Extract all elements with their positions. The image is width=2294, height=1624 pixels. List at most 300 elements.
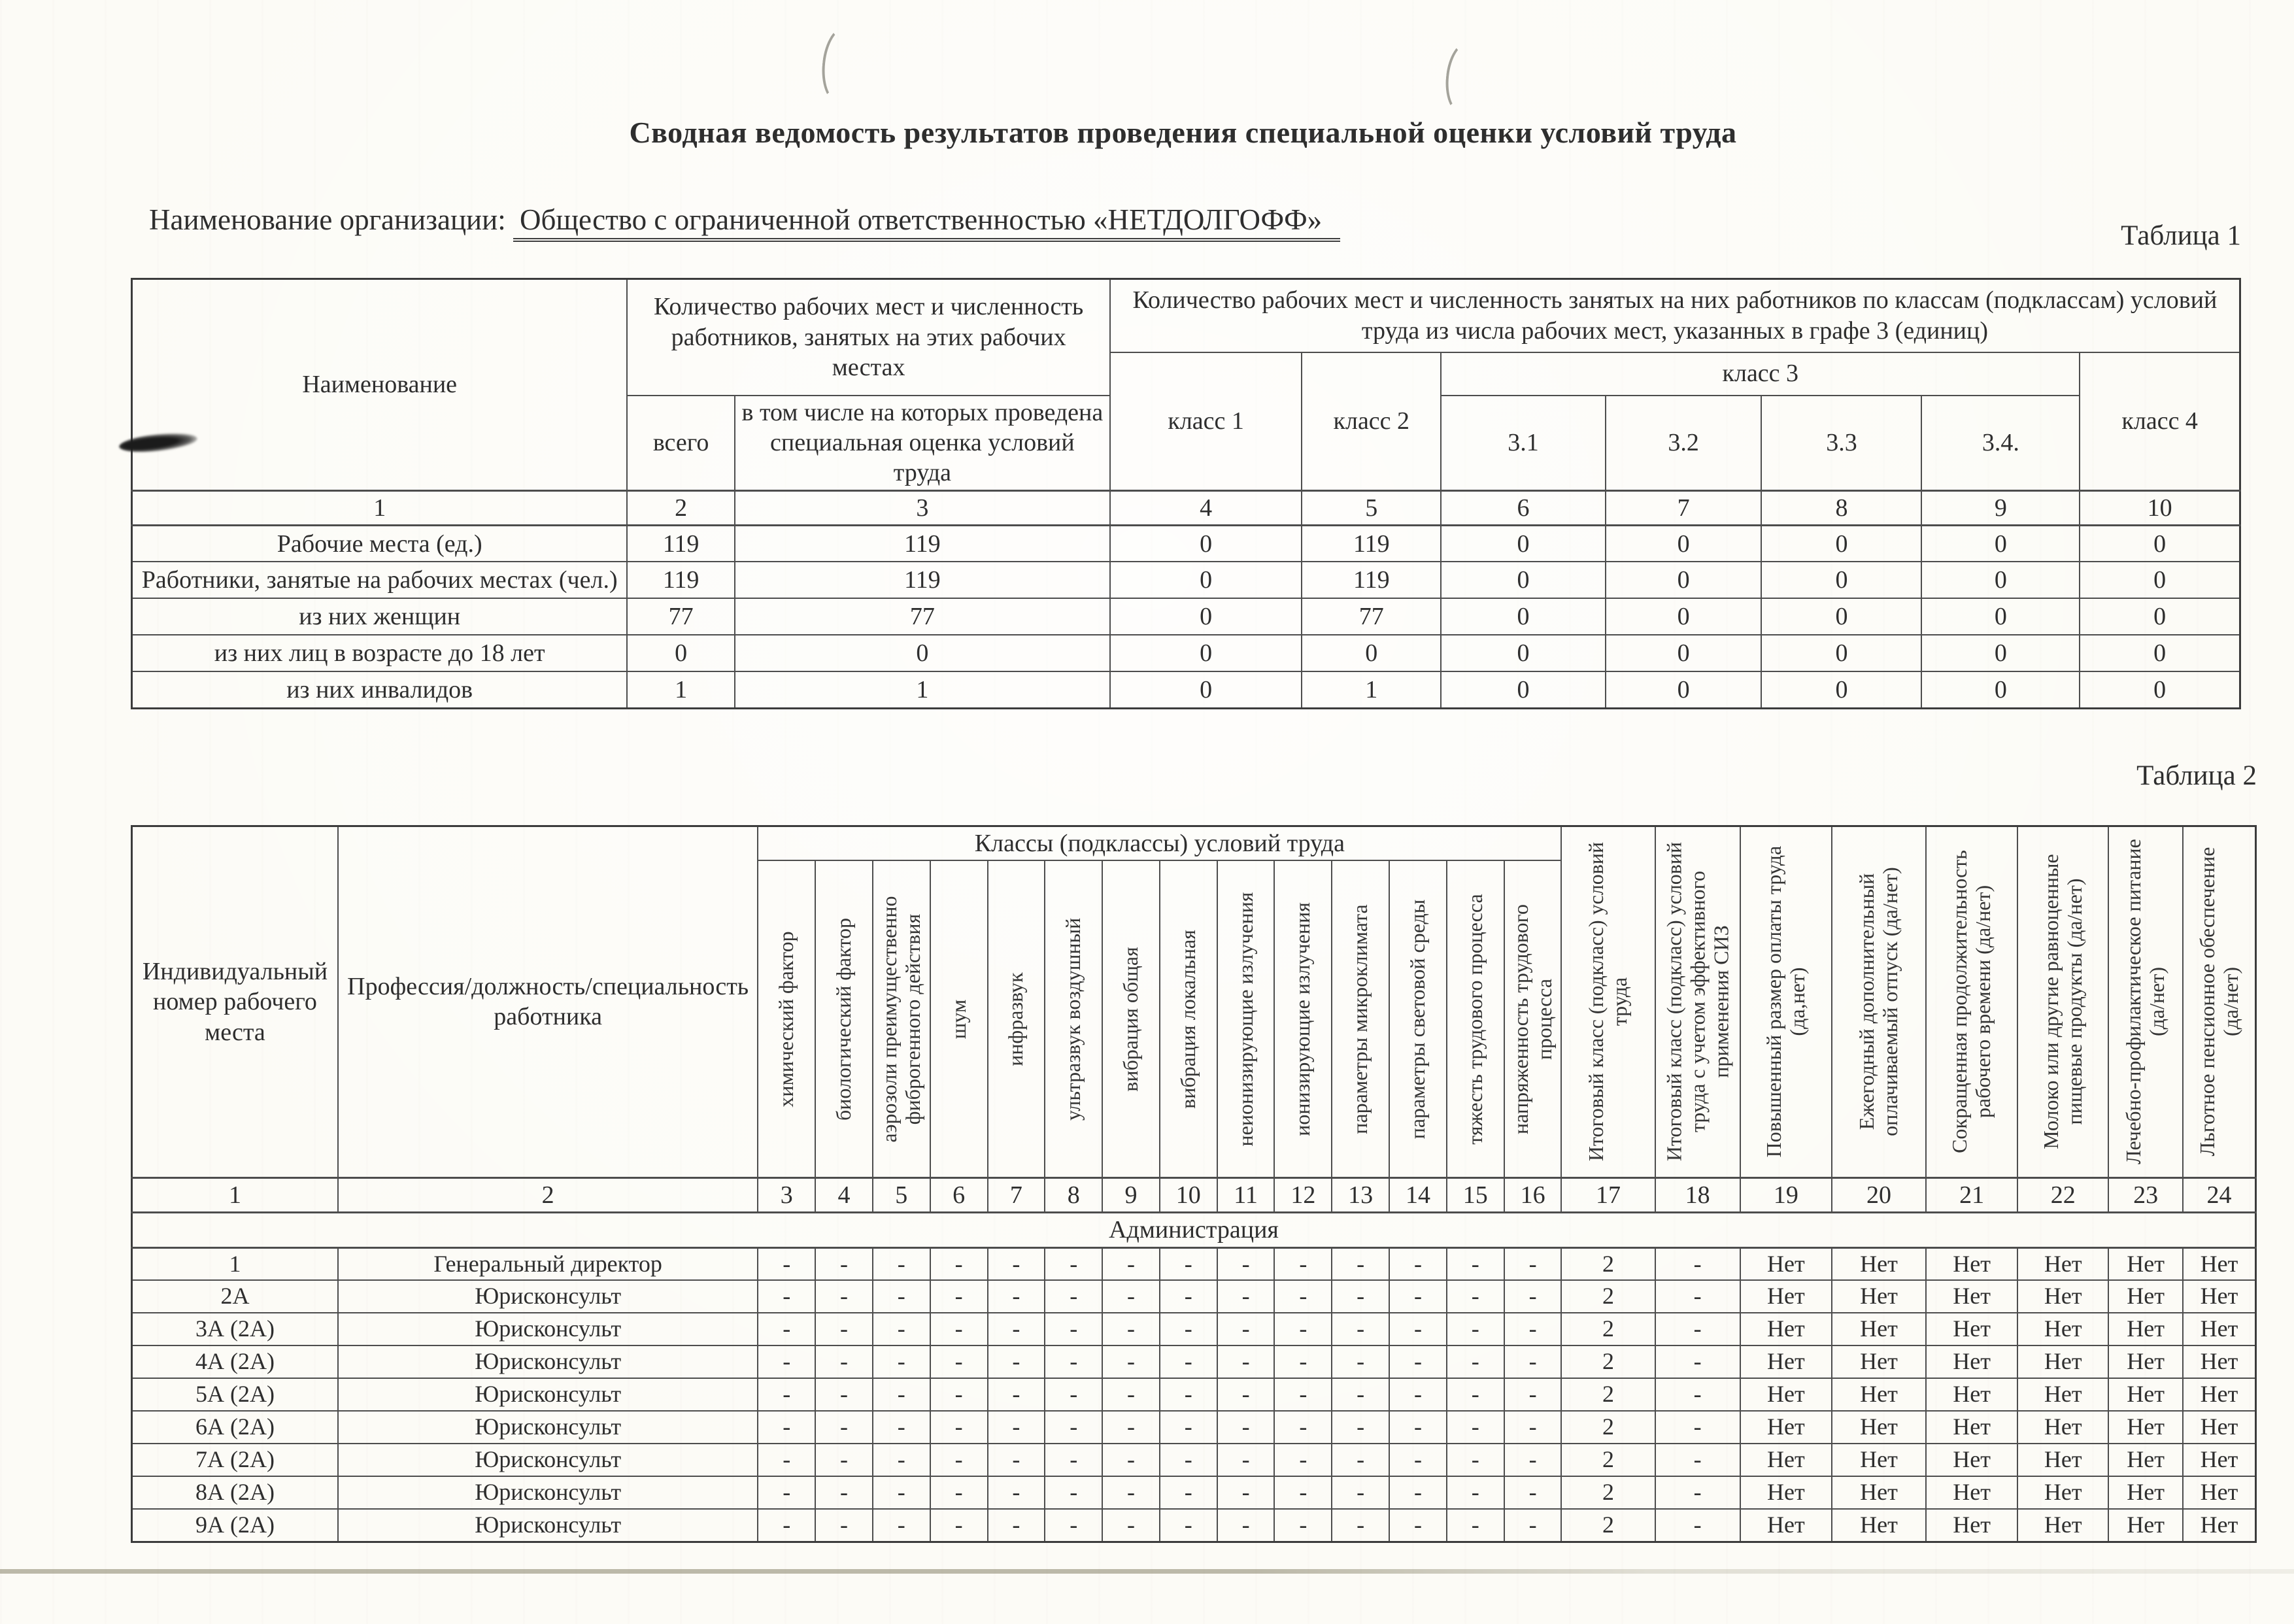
value-cell: -: [1332, 1345, 1389, 1378]
table-row: [132, 562, 2240, 598]
value-cell: -: [1217, 1280, 1275, 1313]
value-cell: -: [1447, 1247, 1504, 1280]
value-cell: -: [1102, 1378, 1160, 1411]
col-header-ionizing-radiation-label: ионизирующие излучения: [1290, 902, 1315, 1136]
col-header-ionizing-radiation: [1274, 860, 1332, 1177]
column-number: 14: [1389, 1177, 1447, 1212]
value-cell: 0: [1441, 635, 1606, 671]
value-cell: -: [1504, 1411, 1562, 1444]
col-header-labor-severity-label: тяжесть трудового процесса: [1462, 893, 1487, 1145]
profession-cell: Юрисконсульт: [338, 1476, 758, 1509]
col-header-aerosols-label: аэрозоли преимущественно фиброгенного действия: [877, 896, 924, 1143]
col-header-preventive-nutrition-label: Лечебно-профилактическое питание (да/нет): [2121, 839, 2169, 1165]
scan-artifact-bottom-line: [0, 1569, 2294, 1574]
profession-cell: Юрисконсульт: [338, 1280, 758, 1313]
value-cell: -: [1655, 1476, 1740, 1509]
workplace-number-cell: 9А (2А): [132, 1509, 338, 1542]
value-cell: Нет: [2183, 1476, 2255, 1509]
value-cell: 2: [1561, 1247, 1655, 1280]
column-number: 8: [1045, 1177, 1102, 1212]
value-cell: 1: [1302, 671, 1441, 708]
value-cell: Нет: [1926, 1476, 2017, 1509]
value-cell: 0: [1921, 525, 2080, 562]
value-cell: Нет: [2108, 1411, 2183, 1444]
value-cell: Нет: [1832, 1313, 1926, 1345]
table-row: [132, 1280, 2256, 1313]
value-cell: 2: [1561, 1444, 1655, 1476]
value-cell: -: [873, 1476, 930, 1509]
value-cell: 0: [1110, 525, 1302, 562]
col-header-group-classes: Количество рабочих мест и численность занятых на них работников по классам (подклассам) условий труда из числа рабочих мест, указанных в графе 3 (единиц): [1110, 279, 2240, 352]
value-cell: -: [988, 1313, 1045, 1345]
col-header-class3-1: 3.1: [1441, 396, 1606, 491]
value-cell: Нет: [2017, 1509, 2108, 1542]
table2-caption: Таблица 2: [2136, 760, 2257, 791]
page-title: Сводная ведомость результатов проведения специальной оценки условий труда: [629, 116, 1737, 149]
column-number: 5: [873, 1177, 930, 1212]
profession-cell: Генеральный директор: [338, 1247, 758, 1280]
workplace-number-cell: 6А (2А): [132, 1411, 338, 1444]
value-cell: Нет: [2017, 1313, 2108, 1345]
value-cell: 2: [1561, 1476, 1655, 1509]
value-cell: -: [1655, 1345, 1740, 1378]
value-cell: 0: [1606, 562, 1762, 598]
value-cell: Нет: [1832, 1411, 1926, 1444]
value-cell: -: [1389, 1378, 1447, 1411]
value-cell: -: [1274, 1476, 1332, 1509]
col-header-local-vibration-label: вибрация локальная: [1175, 929, 1200, 1109]
column-number: 2: [338, 1177, 758, 1212]
col-header-local-vibration: [1160, 860, 1217, 1177]
col-header-preferential-pension-label: Льготное пенсионное обеспечение (да/нет): [2195, 847, 2242, 1157]
value-cell: Нет: [1926, 1509, 2017, 1542]
column-number: 4: [1110, 490, 1302, 525]
col-header-general-vibration: [1102, 860, 1160, 1177]
value-cell: Нет: [2108, 1378, 2183, 1411]
value-cell: -: [1274, 1280, 1332, 1313]
value-cell: -: [815, 1247, 873, 1280]
value-cell: -: [1160, 1280, 1217, 1313]
profession-cell: Юрисконсульт: [338, 1444, 758, 1476]
value-cell: Нет: [2017, 1411, 2108, 1444]
value-cell: -: [1274, 1444, 1332, 1476]
value-cell: 0: [1441, 598, 1606, 635]
value-cell: Нет: [2017, 1476, 2108, 1509]
value-cell: Нет: [1926, 1411, 2017, 1444]
value-cell: 0: [1606, 671, 1762, 708]
value-cell: -: [1504, 1313, 1562, 1345]
col-header-final-class: [1561, 826, 1655, 1178]
value-cell: -: [1332, 1247, 1389, 1280]
value-cell: -: [1655, 1280, 1740, 1313]
column-number: 6: [930, 1177, 988, 1212]
value-cell: 119: [1302, 562, 1441, 598]
scan-artifact-paren: [1442, 40, 1486, 115]
column-number: 23: [2108, 1177, 2183, 1212]
value-cell: -: [1655, 1247, 1740, 1280]
value-cell: 0: [1761, 635, 1921, 671]
col-header-final-class-siz-label: Итоговый класс (подкласс) условий труда с учетом эффективного применения СИЗ: [1661, 842, 1732, 1162]
col-header-labor-severity: [1447, 860, 1504, 1177]
value-cell: -: [1389, 1444, 1447, 1476]
col-header-chemical-factor: [758, 860, 815, 1177]
value-cell: -: [1045, 1378, 1102, 1411]
value-cell: -: [1389, 1509, 1447, 1542]
col-header-microclimate: [1332, 860, 1389, 1177]
value-cell: Нет: [2108, 1313, 2183, 1345]
value-cell: -: [1045, 1247, 1102, 1280]
value-cell: -: [1504, 1280, 1562, 1313]
value-cell: -: [1102, 1313, 1160, 1345]
value-cell: -: [758, 1509, 815, 1542]
value-cell: Нет: [2017, 1378, 2108, 1411]
workplace-number-cell: 1: [132, 1247, 338, 1280]
value-cell: -: [1274, 1378, 1332, 1411]
value-cell: 0: [1921, 635, 2080, 671]
value-cell: -: [1217, 1247, 1275, 1280]
value-cell: -: [1332, 1313, 1389, 1345]
value-cell: Нет: [1740, 1476, 1832, 1509]
col-header-class4: класс 4: [2080, 352, 2240, 491]
value-cell: -: [1655, 1444, 1740, 1476]
col-header-profession: Профессия/должность/специальность работника: [338, 826, 758, 1178]
value-cell: Нет: [1740, 1247, 1832, 1280]
value-cell: Нет: [1832, 1247, 1926, 1280]
value-cell: -: [1447, 1444, 1504, 1476]
row-label-cell: Рабочие места (ед.): [132, 525, 628, 562]
row-label-cell: из них лиц в возрасте до 18 лет: [132, 635, 628, 671]
value-cell: 2: [1561, 1411, 1655, 1444]
table2-header-banner-row: [132, 826, 2256, 861]
row-label-cell: из них инвалидов: [132, 671, 628, 708]
value-cell: -: [873, 1411, 930, 1444]
value-cell: Нет: [2183, 1378, 2255, 1411]
value-cell: Нет: [2108, 1280, 2183, 1313]
value-cell: 0: [1606, 525, 1762, 562]
value-cell: -: [1655, 1411, 1740, 1444]
column-number: 16: [1504, 1177, 1562, 1212]
value-cell: -: [758, 1345, 815, 1378]
value-cell: -: [758, 1476, 815, 1509]
value-cell: -: [873, 1280, 930, 1313]
value-cell: Нет: [1832, 1345, 1926, 1378]
col-header-preventive-nutrition: [2108, 826, 2183, 1178]
value-cell: -: [1447, 1280, 1504, 1313]
value-cell: -: [1504, 1444, 1562, 1476]
value-cell: Нет: [2183, 1313, 2255, 1345]
value-cell: -: [988, 1444, 1045, 1476]
col-header-class2: класс 2: [1302, 352, 1441, 491]
col-header-name: Наименование: [132, 279, 628, 491]
value-cell: Нет: [1832, 1280, 1926, 1313]
value-cell: Нет: [2017, 1444, 2108, 1476]
value-cell: -: [1389, 1280, 1447, 1313]
value-cell: -: [1447, 1345, 1504, 1378]
value-cell: -: [1217, 1509, 1275, 1542]
table-row: [132, 1247, 2256, 1280]
col-header-microclimate-label: параметры микроклимата: [1348, 904, 1372, 1134]
value-cell: -: [758, 1411, 815, 1444]
value-cell: 0: [1921, 562, 2080, 598]
scan-artifact-paren: [818, 24, 866, 105]
column-number: 1: [132, 1177, 338, 1212]
table2-body: [132, 1247, 2256, 1542]
value-cell: -: [815, 1378, 873, 1411]
value-cell: -: [1160, 1313, 1217, 1345]
col-header-air-ultrasound-label: ультразвук воздушный: [1061, 917, 1085, 1121]
table-row: [132, 1509, 2256, 1542]
col-header-chemical-factor-label: химический фактор: [774, 931, 798, 1108]
value-cell: -: [1504, 1247, 1562, 1280]
value-cell: -: [930, 1509, 988, 1542]
table2-column-numbers-row: [132, 1177, 2256, 1212]
value-cell: -: [1160, 1476, 1217, 1509]
col-header-additional-leave-label: Ежегодный дополнительный оплачиваемый отпуск (да/нет): [1855, 867, 1902, 1137]
value-cell: -: [1102, 1444, 1160, 1476]
value-cell: 119: [735, 525, 1110, 562]
value-cell: -: [930, 1476, 988, 1509]
col-header-infrasound-label: инфразвук: [1004, 972, 1028, 1066]
value-cell: Нет: [1832, 1444, 1926, 1476]
value-cell: Нет: [2108, 1345, 2183, 1378]
value-cell: Нет: [2017, 1280, 2108, 1313]
workplace-number-cell: 2А: [132, 1280, 338, 1313]
table-row: [132, 1378, 2256, 1411]
value-cell: -: [1655, 1509, 1740, 1542]
value-cell: 2: [1561, 1280, 1655, 1313]
value-cell: Нет: [1740, 1378, 1832, 1411]
column-number: 9: [1921, 490, 2080, 525]
value-cell: -: [1160, 1411, 1217, 1444]
value-cell: -: [1332, 1476, 1389, 1509]
value-cell: -: [758, 1378, 815, 1411]
col-header-milk-products-label: Молоко или другие равноценные пищевые продукты (да/нет): [2038, 854, 2086, 1150]
value-cell: -: [1160, 1444, 1217, 1476]
value-cell: -: [930, 1280, 988, 1313]
value-cell: -: [1160, 1378, 1217, 1411]
table-row: [132, 1313, 2256, 1345]
value-cell: Нет: [1926, 1313, 2017, 1345]
value-cell: -: [1217, 1345, 1275, 1378]
table1-caption: Таблица 1: [2121, 220, 2241, 251]
value-cell: 0: [1441, 562, 1606, 598]
value-cell: 0: [1302, 635, 1441, 671]
value-cell: -: [1045, 1476, 1102, 1509]
value-cell: -: [1332, 1280, 1389, 1313]
value-cell: 0: [1441, 671, 1606, 708]
table-row: [132, 1476, 2256, 1509]
value-cell: 0: [1110, 635, 1302, 671]
value-cell: -: [1504, 1378, 1562, 1411]
value-cell: 0: [2080, 525, 2240, 562]
column-number: 10: [1160, 1177, 1217, 1212]
col-header-increased-pay-label: Повышенный размер оплаты труда (да,нет): [1762, 846, 1809, 1158]
column-number: 8: [1761, 490, 1921, 525]
column-number: 5: [1302, 490, 1441, 525]
value-cell: -: [930, 1313, 988, 1345]
column-number: 10: [2080, 490, 2240, 525]
value-cell: -: [1217, 1313, 1275, 1345]
value-cell: -: [988, 1378, 1045, 1411]
value-cell: 0: [1110, 671, 1302, 708]
value-cell: 0: [1441, 525, 1606, 562]
value-cell: -: [1102, 1509, 1160, 1542]
col-header-group-jobs: Количество рабочих мест и численность работников, занятых на этих рабочих местах: [627, 279, 1110, 396]
column-number: 17: [1561, 1177, 1655, 1212]
table2-section-row: [132, 1213, 2256, 1247]
value-cell: -: [873, 1345, 930, 1378]
column-number: 1: [132, 490, 628, 525]
workplace-number-cell: 4А (2А): [132, 1345, 338, 1378]
value-cell: -: [1217, 1378, 1275, 1411]
value-cell: -: [930, 1345, 988, 1378]
col-header-workplace-number: Индивидуальный номер рабочего места: [132, 826, 338, 1178]
value-cell: 0: [2080, 671, 2240, 708]
value-cell: -: [1504, 1476, 1562, 1509]
value-cell: Нет: [2183, 1509, 2255, 1542]
col-header-light-environment-label: параметры световой среды: [1406, 899, 1430, 1139]
column-number: 19: [1740, 1177, 1832, 1212]
value-cell: Нет: [1926, 1247, 2017, 1280]
value-cell: -: [1160, 1247, 1217, 1280]
profession-cell: Юрисконсульт: [338, 1345, 758, 1378]
value-cell: Нет: [1926, 1444, 2017, 1476]
value-cell: 0: [1921, 598, 2080, 635]
workplace-number-cell: 3А (2А): [132, 1313, 338, 1345]
value-cell: Нет: [2108, 1509, 2183, 1542]
value-cell: -: [1045, 1411, 1102, 1444]
value-cell: Нет: [2183, 1247, 2255, 1280]
value-cell: -: [1447, 1378, 1504, 1411]
table2-workplace-assessment: [131, 825, 2257, 1543]
col-header-noise-label: шум: [946, 999, 970, 1039]
col-header-reduced-hours-label: Сокращенная продолжительность рабочего времени (да/нет): [1948, 850, 1995, 1154]
value-cell: -: [1332, 1378, 1389, 1411]
value-cell: Нет: [2108, 1476, 2183, 1509]
value-cell: -: [873, 1444, 930, 1476]
value-cell: Нет: [1926, 1280, 2017, 1313]
value-cell: -: [1045, 1509, 1102, 1542]
col-header-class3-4: 3.4.: [1921, 396, 2080, 491]
value-cell: 119: [1302, 525, 1441, 562]
value-cell: -: [1102, 1411, 1160, 1444]
col-header-preferential-pension: [2183, 826, 2255, 1178]
table-row: [132, 1345, 2256, 1378]
value-cell: -: [758, 1444, 815, 1476]
value-cell: Нет: [1832, 1476, 1926, 1509]
value-cell: 119: [735, 562, 1110, 598]
col-header-light-environment: [1389, 860, 1447, 1177]
col-header-infrasound: [988, 860, 1045, 1177]
value-cell: -: [988, 1280, 1045, 1313]
col-header-aerosols: [873, 860, 930, 1177]
value-cell: Нет: [1740, 1280, 1832, 1313]
col-header-general-vibration-label: вибрация общая: [1119, 946, 1143, 1092]
column-number: 3: [758, 1177, 815, 1212]
column-number: 15: [1447, 1177, 1504, 1212]
value-cell: -: [873, 1509, 930, 1542]
value-cell: Нет: [2183, 1411, 2255, 1444]
column-number: 12: [1274, 1177, 1332, 1212]
profession-cell: Юрисконсульт: [338, 1509, 758, 1542]
col-header-class3-3: 3.3: [1761, 396, 1921, 491]
column-number: 3: [735, 490, 1110, 525]
value-cell: Нет: [1740, 1411, 1832, 1444]
value-cell: -: [815, 1345, 873, 1378]
value-cell: -: [1504, 1509, 1562, 1542]
value-cell: 0: [1761, 525, 1921, 562]
column-number: 2: [627, 490, 734, 525]
value-cell: 0: [627, 635, 734, 671]
col-header-reduced-hours: [1926, 826, 2017, 1178]
value-cell: -: [1389, 1345, 1447, 1378]
value-cell: -: [930, 1247, 988, 1280]
value-cell: -: [758, 1247, 815, 1280]
value-cell: 0: [735, 635, 1110, 671]
value-cell: Нет: [1926, 1378, 2017, 1411]
value-cell: -: [1332, 1444, 1389, 1476]
col-header-final-class-label: Итоговый класс (подкласс) условий труда: [1584, 842, 1632, 1162]
value-cell: Нет: [2108, 1247, 2183, 1280]
value-cell: 0: [2080, 562, 2240, 598]
value-cell: 2: [1561, 1345, 1655, 1378]
value-cell: Нет: [2017, 1247, 2108, 1280]
table1-body: [132, 525, 2240, 708]
value-cell: -: [815, 1509, 873, 1542]
table-row: [132, 1411, 2256, 1444]
workplace-number-cell: 8А (2А): [132, 1476, 338, 1509]
value-cell: -: [1045, 1313, 1102, 1345]
value-cell: -: [1447, 1411, 1504, 1444]
value-cell: Нет: [2183, 1444, 2255, 1476]
col-header-air-ultrasound: [1045, 860, 1102, 1177]
value-cell: -: [1389, 1476, 1447, 1509]
column-number: 20: [1832, 1177, 1926, 1212]
value-cell: 1: [627, 671, 734, 708]
value-cell: Нет: [1926, 1345, 2017, 1378]
table-row: [132, 671, 2240, 708]
value-cell: -: [815, 1280, 873, 1313]
value-cell: Нет: [1740, 1345, 1832, 1378]
column-number: 11: [1217, 1177, 1275, 1212]
value-cell: -: [1655, 1313, 1740, 1345]
value-cell: Нет: [1740, 1509, 1832, 1542]
value-cell: -: [988, 1509, 1045, 1542]
value-cell: 1: [735, 671, 1110, 708]
value-cell: -: [1102, 1476, 1160, 1509]
value-cell: Нет: [2183, 1280, 2255, 1313]
value-cell: -: [1389, 1411, 1447, 1444]
value-cell: -: [1389, 1247, 1447, 1280]
value-cell: -: [1045, 1444, 1102, 1476]
value-cell: -: [873, 1247, 930, 1280]
table-row: [132, 598, 2240, 635]
value-cell: 0: [1110, 562, 1302, 598]
value-cell: Нет: [2108, 1444, 2183, 1476]
table1-column-numbers-row: [132, 490, 2240, 525]
value-cell: -: [1045, 1345, 1102, 1378]
col-header-noise: [930, 860, 988, 1177]
value-cell: 0: [1921, 671, 2080, 708]
col-header-labor-intensity: [1504, 860, 1562, 1177]
value-cell: -: [1274, 1411, 1332, 1444]
value-cell: -: [1160, 1345, 1217, 1378]
column-number: 4: [815, 1177, 873, 1212]
value-cell: -: [873, 1378, 930, 1411]
value-cell: -: [988, 1345, 1045, 1378]
value-cell: -: [758, 1280, 815, 1313]
value-cell: 0: [1761, 671, 1921, 708]
